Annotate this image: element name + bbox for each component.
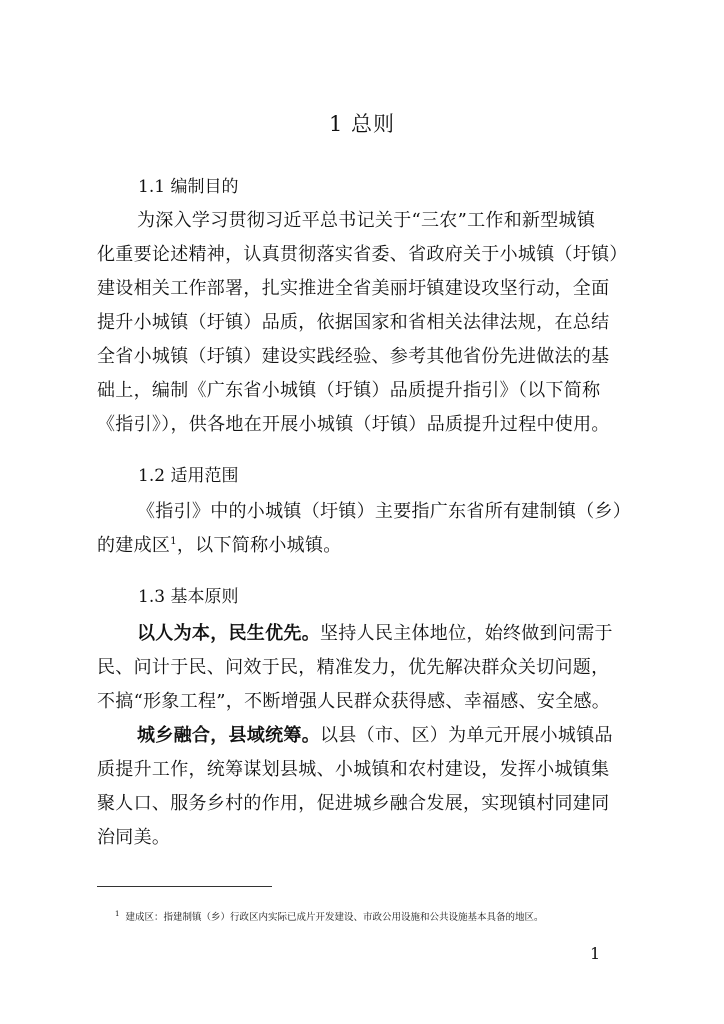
- text-line: 不搞“形象工程”，不断增强人民群众获得感、幸福感、安全感。: [97, 691, 611, 712]
- text-line: [97, 719, 645, 753]
- section-heading-principles: 1.3 基本原则: [138, 587, 239, 607]
- footnote-divider: [97, 886, 272, 887]
- principle-title: 城乡融合，县域统筹。: [137, 725, 320, 746]
- text-line: 提升小城镇（圩镇）品质，依据国家和省相关法律法规，在总结: [97, 312, 610, 333]
- footnote-reference: 1: [170, 536, 177, 547]
- text-line: 础上，编制《广东省小城镇（圩镇）品质提升指引》（以下简称: [97, 380, 601, 401]
- paragraph-purpose: [97, 204, 645, 442]
- text-line: 全省小城镇（圩镇）建设实践经验、参考其他省份先进做法的基: [97, 346, 610, 367]
- text-line: 为深入学习贯彻习近平总书记关于“三农”工作和新型城镇: [137, 210, 596, 231]
- footnote-text: 建成区：指建制镇（乡）行政区内实际已成片开发建设、市政公用设施和公共设施基本具备的地区。: [125, 912, 544, 923]
- footnote-marker: 1: [115, 909, 120, 918]
- paragraph-scope: [97, 495, 645, 563]
- text-line: 《指引》），供各地在开展小城镇（圩镇）品质提升过程中使用。: [97, 414, 610, 435]
- chapter-title: 1 总则: [328, 112, 396, 136]
- section-heading-purpose: 1.1 编制目的: [138, 177, 239, 197]
- text-line: 质提升工作，统筹谋划县城、小城镇和农村建设，发挥小城镇集: [97, 759, 610, 780]
- text-run: ，以下简称小城镇。: [176, 535, 342, 556]
- text-run: 坚持人民主体地位，始终做到问需于: [320, 623, 613, 644]
- text-line: 《指引》中的小城镇（圩镇）主要指广东省所有建制镇（乡）: [137, 501, 632, 522]
- paragraph-principle-people: [97, 617, 645, 855]
- text-line: 化重要论述精神，认真贯彻落实省委、省政府关于小城镇（圩镇）: [97, 244, 628, 265]
- principle-title: 以人为本，民生优先。: [137, 623, 320, 644]
- text-line: 建设相关工作部署，扎实推进全省美丽圩镇建设攻坚行动，全面: [97, 278, 610, 299]
- text-run: 以县（市、区）为单元开展小城镇品: [320, 725, 613, 746]
- text-line: 民、问计于民、问效于民，精准发力，优先解决群众关切问题，: [97, 657, 610, 678]
- text-line: 治同美。: [97, 827, 171, 848]
- text-run: 的建成区: [97, 535, 171, 556]
- text-line: 聚人口、服务乡村的作用，促进城乡融合发展，实现镇村同建同: [97, 793, 610, 814]
- text-line: [97, 529, 645, 563]
- section-heading-scope: 1.2 适用范围: [138, 466, 239, 486]
- text-line: [97, 617, 645, 651]
- footnote: [115, 909, 675, 923]
- page-number: 1: [590, 944, 601, 963]
